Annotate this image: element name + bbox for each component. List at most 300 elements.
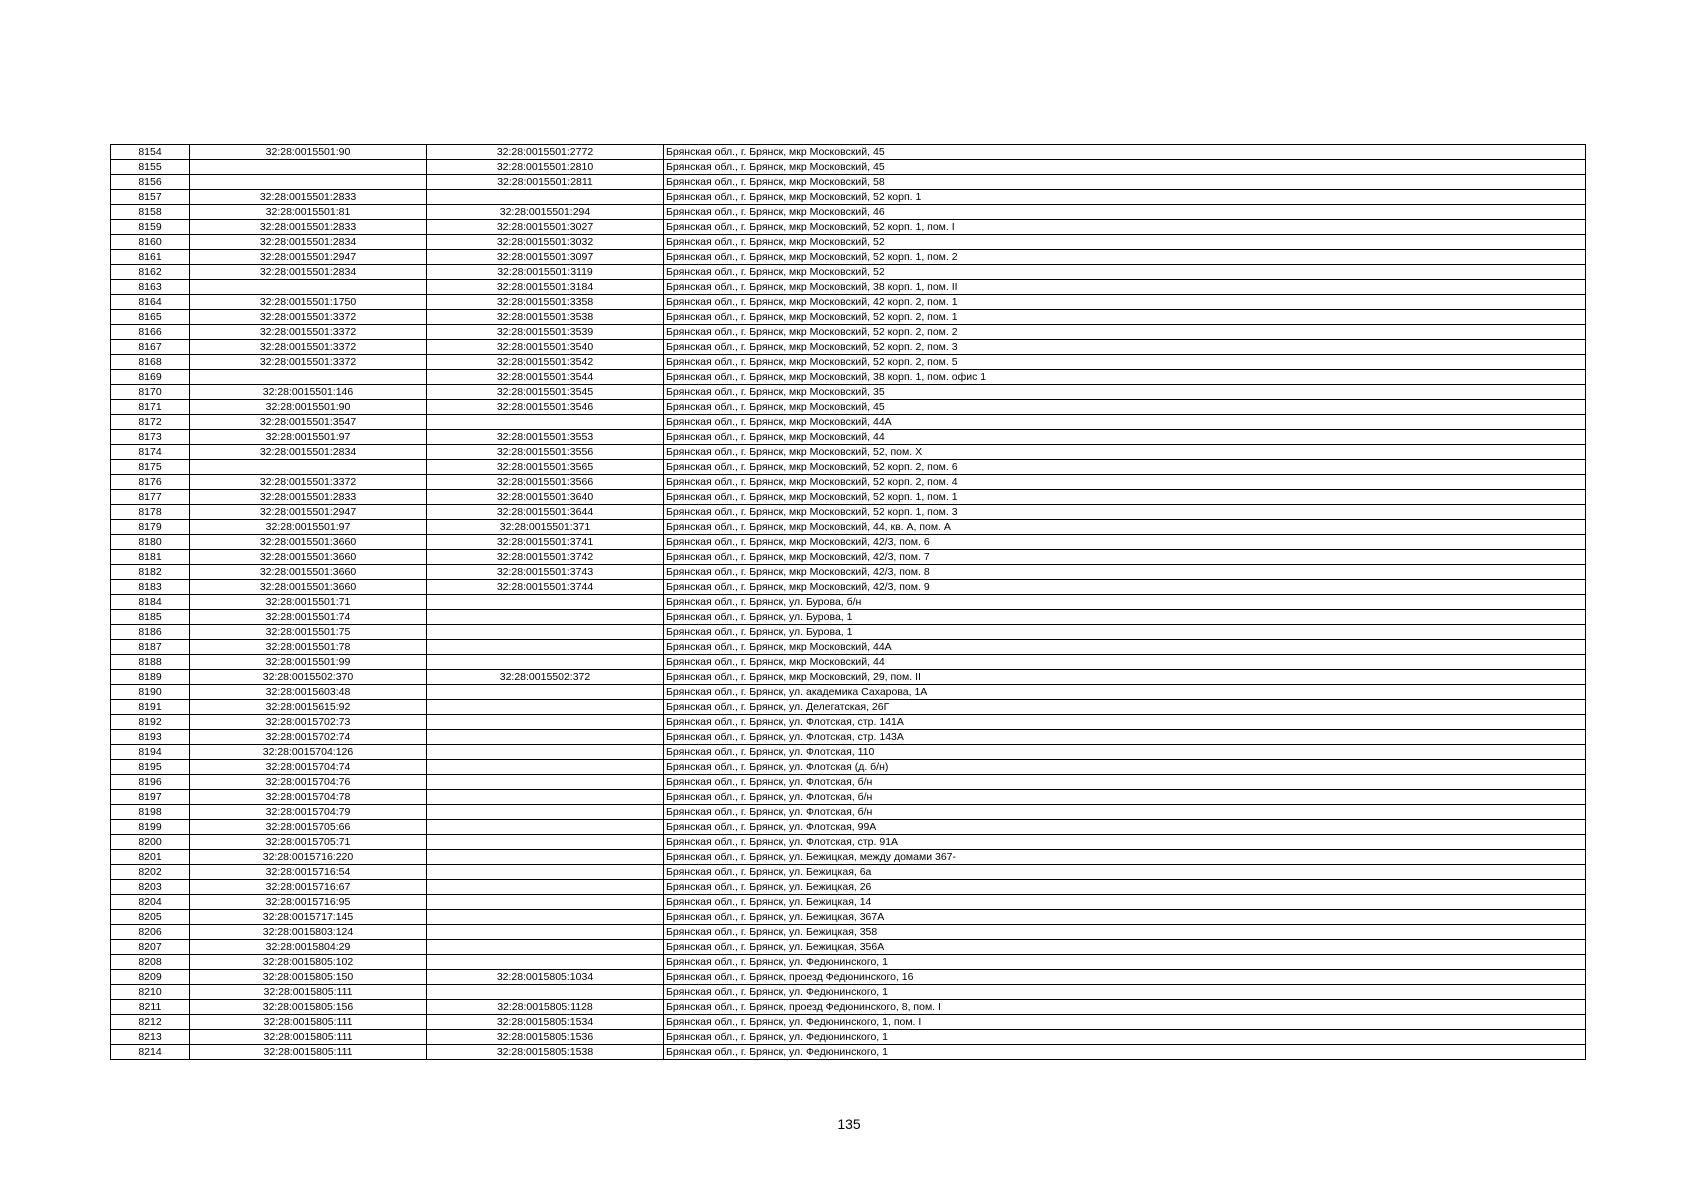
table-row: [111, 910, 1586, 925]
row-number-cell: 8199: [111, 820, 190, 835]
object-number-cell: 32:28:0015501:3544: [427, 370, 664, 385]
object-number-cell: [427, 640, 664, 655]
address-cell: Брянская обл., г. Брянск, ул. Флотская, б/н: [664, 775, 1586, 790]
table-row: [111, 970, 1586, 985]
table-row: [111, 760, 1586, 775]
object-number-cell: 32:28:0015501:3640: [427, 490, 664, 505]
parcel-number-cell: 32:28:0015805:111: [190, 985, 427, 1000]
table-row: [111, 1030, 1586, 1045]
address-cell: Брянская обл., г. Брянск, мкр Московский, 52 корп. 2, пом. 4: [664, 475, 1586, 490]
table-row: [111, 715, 1586, 730]
object-number-cell: 32:28:0015501:3027: [427, 220, 664, 235]
row-number-cell: 8188: [111, 655, 190, 670]
address-cell: Брянская обл., г. Брянск, мкр Московский, 52 корп. 2, пом. 1: [664, 310, 1586, 325]
row-number-cell: 8201: [111, 850, 190, 865]
object-number-cell: [427, 790, 664, 805]
row-number-cell: 8157: [111, 190, 190, 205]
object-number-cell: [427, 985, 664, 1000]
address-cell: Брянская обл., г. Брянск, ул. Флотская (д. б/н): [664, 760, 1586, 775]
object-number-cell: [427, 940, 664, 955]
parcel-number-cell: [190, 460, 427, 475]
parcel-number-cell: 32:28:0015705:71: [190, 835, 427, 850]
address-cell: Брянская обл., г. Брянск, ул. Бежицкая, 6а: [664, 865, 1586, 880]
object-number-cell: [427, 700, 664, 715]
row-number-cell: 8210: [111, 985, 190, 1000]
row-number-cell: 8189: [111, 670, 190, 685]
parcel-number-cell: 32:28:0015501:97: [190, 430, 427, 445]
address-cell: Брянская обл., г. Брянск, ул. Федюнинского, 1: [664, 955, 1586, 970]
parcel-number-cell: 32:28:0015501:2834: [190, 235, 427, 250]
address-cell: Брянская обл., г. Брянск, мкр Московский, 44, кв. А, пом. А: [664, 520, 1586, 535]
object-number-cell: [427, 610, 664, 625]
table-row: [111, 340, 1586, 355]
table-row: [111, 160, 1586, 175]
parcel-number-cell: 32:28:0015501:2947: [190, 250, 427, 265]
row-number-cell: 8168: [111, 355, 190, 370]
table-row: [111, 325, 1586, 340]
parcel-number-cell: 32:28:0015716:95: [190, 895, 427, 910]
parcel-number-cell: 32:28:0015501:81: [190, 205, 427, 220]
row-number-cell: 8164: [111, 295, 190, 310]
parcel-number-cell: 32:28:0015805:111: [190, 1030, 427, 1045]
address-cell: Брянская обл., г. Брянск, ул. Флотская, стр. 143А: [664, 730, 1586, 745]
row-number-cell: 8177: [111, 490, 190, 505]
table-body: [111, 145, 1586, 1060]
address-cell: Брянская обл., г. Брянск, ул. Федюнинского, 1: [664, 1045, 1586, 1060]
row-number-cell: 8181: [111, 550, 190, 565]
row-number-cell: 8166: [111, 325, 190, 340]
object-number-cell: [427, 835, 664, 850]
object-number-cell: [427, 415, 664, 430]
table-row: [111, 670, 1586, 685]
object-number-cell: [427, 625, 664, 640]
table-row: [111, 805, 1586, 820]
address-cell: Брянская обл., г. Брянск, ул. Флотская, б/н: [664, 790, 1586, 805]
address-cell: Брянская обл., г. Брянск, мкр Московский, 42/3, пом. 6: [664, 535, 1586, 550]
parcel-number-cell: 32:28:0015704:78: [190, 790, 427, 805]
object-number-cell: 32:28:0015501:2811: [427, 175, 664, 190]
row-number-cell: 8185: [111, 610, 190, 625]
table-row: [111, 460, 1586, 475]
row-number-cell: 8195: [111, 760, 190, 775]
object-number-cell: [427, 925, 664, 940]
object-number-cell: 32:28:0015501:3556: [427, 445, 664, 460]
parcel-number-cell: 32:28:0015501:146: [190, 385, 427, 400]
parcel-number-cell: 32:28:0015805:156: [190, 1000, 427, 1015]
row-number-cell: 8174: [111, 445, 190, 460]
parcel-number-cell: 32:28:0015501:3660: [190, 565, 427, 580]
row-number-cell: 8191: [111, 700, 190, 715]
parcel-number-cell: 32:28:0015501:3660: [190, 535, 427, 550]
parcel-number-cell: 32:28:0015501:2834: [190, 445, 427, 460]
table-row: [111, 280, 1586, 295]
address-cell: Брянская обл., г. Брянск, ул. Бежицкая, 356А: [664, 940, 1586, 955]
row-number-cell: 8155: [111, 160, 190, 175]
row-number-cell: 8184: [111, 595, 190, 610]
row-number-cell: 8200: [111, 835, 190, 850]
table-row: [111, 955, 1586, 970]
row-number-cell: 8198: [111, 805, 190, 820]
object-number-cell: [427, 745, 664, 760]
object-number-cell: [427, 955, 664, 970]
table-row: [111, 775, 1586, 790]
table-row: [111, 880, 1586, 895]
address-cell: Брянская обл., г. Брянск, ул. Флотская, 99А: [664, 820, 1586, 835]
object-number-cell: [427, 655, 664, 670]
address-cell: Брянская обл., г. Брянск, мкр Московский, 29, пом. II: [664, 670, 1586, 685]
table-row: [111, 475, 1586, 490]
table-row: [111, 1045, 1586, 1060]
parcel-number-cell: 32:28:0015501:3372: [190, 325, 427, 340]
row-number-cell: 8179: [111, 520, 190, 535]
address-cell: Брянская обл., г. Брянск, мкр Московский, 46: [664, 205, 1586, 220]
parcel-number-cell: 32:28:0015501:2833: [190, 220, 427, 235]
address-cell: Брянская обл., г. Брянск, мкр Московский, 52 корп. 2, пом. 5: [664, 355, 1586, 370]
table-row: [111, 790, 1586, 805]
row-number-cell: 8214: [111, 1045, 190, 1060]
row-number-cell: 8159: [111, 220, 190, 235]
table-row: [111, 745, 1586, 760]
row-number-cell: 8208: [111, 955, 190, 970]
address-cell: Брянская обл., г. Брянск, мкр Московский, 45: [664, 145, 1586, 160]
parcel-number-cell: [190, 370, 427, 385]
row-number-cell: 8178: [111, 505, 190, 520]
object-number-cell: 32:28:0015501:294: [427, 205, 664, 220]
row-number-cell: 8171: [111, 400, 190, 415]
parcel-number-cell: 32:28:0015615:92: [190, 700, 427, 715]
address-cell: Брянская обл., г. Брянск, ул. Бежицкая, 367А: [664, 910, 1586, 925]
parcel-number-cell: 32:28:0015716:67: [190, 880, 427, 895]
table-row: [111, 385, 1586, 400]
parcel-number-cell: 32:28:0015702:74: [190, 730, 427, 745]
table-row: [111, 820, 1586, 835]
row-number-cell: 8212: [111, 1015, 190, 1030]
parcel-number-cell: 32:28:0015501:1750: [190, 295, 427, 310]
row-number-cell: 8175: [111, 460, 190, 475]
object-number-cell: 32:28:0015501:3358: [427, 295, 664, 310]
cadastral-table: [110, 144, 1586, 1060]
parcel-number-cell: [190, 280, 427, 295]
row-number-cell: 8207: [111, 940, 190, 955]
table-row: [111, 490, 1586, 505]
parcel-number-cell: 32:28:0015501:2833: [190, 190, 427, 205]
parcel-number-cell: 32:28:0015704:76: [190, 775, 427, 790]
parcel-number-cell: 32:28:0015805:111: [190, 1015, 427, 1030]
address-cell: Брянская обл., г. Брянск, мкр Московский, 45: [664, 400, 1586, 415]
object-number-cell: 32:28:0015501:3546: [427, 400, 664, 415]
parcel-number-cell: 32:28:0015501:3372: [190, 310, 427, 325]
row-number-cell: 8162: [111, 265, 190, 280]
row-number-cell: 8196: [111, 775, 190, 790]
parcel-number-cell: [190, 175, 427, 190]
table-row: [111, 610, 1586, 625]
address-cell: Брянская обл., г. Брянск, мкр Московский, 52: [664, 235, 1586, 250]
row-number-cell: 8192: [111, 715, 190, 730]
address-cell: Брянская обл., г. Брянск, мкр Московский, 52 корп. 1, пом. 3: [664, 505, 1586, 520]
row-number-cell: 8197: [111, 790, 190, 805]
object-number-cell: 32:28:0015805:1034: [427, 970, 664, 985]
parcel-number-cell: 32:28:0015704:126: [190, 745, 427, 760]
row-number-cell: 8209: [111, 970, 190, 985]
row-number-cell: 8167: [111, 340, 190, 355]
address-cell: Брянская обл., г. Брянск, мкр Московский, 52 корп. 2, пом. 2: [664, 325, 1586, 340]
object-number-cell: 32:28:0015501:3032: [427, 235, 664, 250]
object-number-cell: 32:28:0015501:3542: [427, 355, 664, 370]
parcel-number-cell: 32:28:0015501:2947: [190, 505, 427, 520]
address-cell: Брянская обл., г. Брянск, ул. Бежицкая, 358: [664, 925, 1586, 940]
row-number-cell: 8202: [111, 865, 190, 880]
object-number-cell: 32:28:0015501:3744: [427, 580, 664, 595]
address-cell: Брянская обл., г. Брянск, мкр Московский, 42/3, пом. 8: [664, 565, 1586, 580]
parcel-number-cell: 32:28:0015501:97: [190, 520, 427, 535]
table-row: [111, 640, 1586, 655]
table-row: [111, 205, 1586, 220]
address-cell: Брянская обл., г. Брянск, проезд Федюнинского, 8, пом. I: [664, 1000, 1586, 1015]
address-cell: Брянская обл., г. Брянск, ул. Бежицкая, 14: [664, 895, 1586, 910]
table-row: [111, 565, 1586, 580]
parcel-number-cell: 32:28:0015501:3372: [190, 475, 427, 490]
parcel-number-cell: 32:28:0015501:3660: [190, 550, 427, 565]
parcel-number-cell: 32:28:0015501:90: [190, 400, 427, 415]
address-cell: Брянская обл., г. Брянск, мкр Московский, 52, пом. X: [664, 445, 1586, 460]
table-row: [111, 445, 1586, 460]
parcel-number-cell: 32:28:0015716:54: [190, 865, 427, 880]
table-row: [111, 220, 1586, 235]
object-number-cell: 32:28:0015501:3539: [427, 325, 664, 340]
object-number-cell: 32:28:0015501:3538: [427, 310, 664, 325]
address-cell: Брянская обл., г. Брянск, мкр Московский, 42 корп. 2, пом. 1: [664, 295, 1586, 310]
table-row: [111, 370, 1586, 385]
row-number-cell: 8180: [111, 535, 190, 550]
object-number-cell: 32:28:0015501:3119: [427, 265, 664, 280]
object-number-cell: 32:28:0015501:2772: [427, 145, 664, 160]
object-number-cell: 32:28:0015502:372: [427, 670, 664, 685]
table-row: [111, 430, 1586, 445]
table-row: [111, 850, 1586, 865]
row-number-cell: 8190: [111, 685, 190, 700]
address-cell: Брянская обл., г. Брянск, проезд Федюнинского, 16: [664, 970, 1586, 985]
object-number-cell: 32:28:0015805:1128: [427, 1000, 664, 1015]
row-number-cell: 8173: [111, 430, 190, 445]
object-number-cell: 32:28:0015805:1536: [427, 1030, 664, 1045]
address-cell: Брянская обл., г. Брянск, мкр Московский, 52 корп. 1, пом. 1: [664, 490, 1586, 505]
object-number-cell: 32:28:0015501:3545: [427, 385, 664, 400]
table-row: [111, 865, 1586, 880]
table-row: [111, 1000, 1586, 1015]
parcel-number-cell: 32:28:0015502:370: [190, 670, 427, 685]
address-cell: Брянская обл., г. Брянск, ул. Бежицкая, между домами 367-: [664, 850, 1586, 865]
address-cell: Брянская обл., г. Брянск, мкр Московский, 35: [664, 385, 1586, 400]
table-row: [111, 505, 1586, 520]
parcel-number-cell: 32:28:0015716:220: [190, 850, 427, 865]
object-number-cell: [427, 910, 664, 925]
table-row: [111, 550, 1586, 565]
address-cell: Брянская обл., г. Брянск, мкр Московский, 44А: [664, 415, 1586, 430]
address-cell: Брянская обл., г. Брянск, мкр Московский, 52 корп. 2, пом. 3: [664, 340, 1586, 355]
object-number-cell: [427, 190, 664, 205]
object-number-cell: 32:28:0015805:1534: [427, 1015, 664, 1030]
address-cell: Брянская обл., г. Брянск, мкр Московский, 52 корп. 1: [664, 190, 1586, 205]
row-number-cell: 8211: [111, 1000, 190, 1015]
table-row: [111, 580, 1586, 595]
table-row: [111, 925, 1586, 940]
object-number-cell: [427, 775, 664, 790]
object-number-cell: 32:28:0015501:2810: [427, 160, 664, 175]
table-row: [111, 985, 1586, 1000]
table-row: [111, 310, 1586, 325]
parcel-number-cell: 32:28:0015704:79: [190, 805, 427, 820]
table-row: [111, 700, 1586, 715]
table-row: [111, 295, 1586, 310]
address-cell: Брянская обл., г. Брянск, мкр Московский, 44: [664, 655, 1586, 670]
row-number-cell: 8186: [111, 625, 190, 640]
object-number-cell: [427, 880, 664, 895]
object-number-cell: 32:28:0015501:3565: [427, 460, 664, 475]
object-number-cell: 32:28:0015501:3743: [427, 565, 664, 580]
parcel-number-cell: 32:28:0015702:73: [190, 715, 427, 730]
parcel-number-cell: 32:28:0015705:66: [190, 820, 427, 835]
parcel-number-cell: 32:28:0015501:75: [190, 625, 427, 640]
row-number-cell: 8156: [111, 175, 190, 190]
row-number-cell: 8187: [111, 640, 190, 655]
table-row: [111, 250, 1586, 265]
table-row: [111, 835, 1586, 850]
address-cell: Брянская обл., г. Брянск, ул. Флотская, стр. 141А: [664, 715, 1586, 730]
row-number-cell: 8193: [111, 730, 190, 745]
address-cell: Брянская обл., г. Брянск, ул. Делегатская, 26Г: [664, 700, 1586, 715]
parcel-number-cell: 32:28:0015501:3372: [190, 355, 427, 370]
table-row: [111, 520, 1586, 535]
object-number-cell: 32:28:0015501:3566: [427, 475, 664, 490]
object-number-cell: 32:28:0015501:3742: [427, 550, 664, 565]
address-cell: Брянская обл., г. Брянск, мкр Московский, 44: [664, 430, 1586, 445]
address-cell: Брянская обл., г. Брянск, ул. Бурова, б/н: [664, 595, 1586, 610]
object-number-cell: [427, 595, 664, 610]
object-number-cell: [427, 805, 664, 820]
page-number: 135: [837, 1116, 861, 1132]
parcel-number-cell: 32:28:0015805:150: [190, 970, 427, 985]
address-cell: Брянская обл., г. Брянск, ул. Флотская, 110: [664, 745, 1586, 760]
address-cell: Брянская обл., г. Брянск, мкр Московский, 42/3, пом. 9: [664, 580, 1586, 595]
address-cell: Брянская обл., г. Брянск, мкр Московский, 52 корп. 2, пом. 6: [664, 460, 1586, 475]
row-number-cell: 8163: [111, 280, 190, 295]
table-row: [111, 355, 1586, 370]
address-cell: Брянская обл., г. Брянск, ул. академика Сахарова, 1А: [664, 685, 1586, 700]
object-number-cell: 32:28:0015805:1538: [427, 1045, 664, 1060]
table-row: [111, 940, 1586, 955]
parcel-number-cell: 32:28:0015805:102: [190, 955, 427, 970]
address-cell: Брянская обл., г. Брянск, ул. Бежицкая, 26: [664, 880, 1586, 895]
parcel-number-cell: 32:28:0015501:3547: [190, 415, 427, 430]
parcel-number-cell: 32:28:0015501:74: [190, 610, 427, 625]
object-number-cell: [427, 820, 664, 835]
object-number-cell: 32:28:0015501:3097: [427, 250, 664, 265]
row-number-cell: 8165: [111, 310, 190, 325]
object-number-cell: [427, 760, 664, 775]
object-number-cell: 32:28:0015501:3644: [427, 505, 664, 520]
object-number-cell: 32:28:0015501:371: [427, 520, 664, 535]
parcel-number-cell: 32:28:0015501:2834: [190, 265, 427, 280]
object-number-cell: [427, 730, 664, 745]
table-row: [111, 625, 1586, 640]
table-row: [111, 265, 1586, 280]
address-cell: Брянская обл., г. Брянск, ул. Бурова, 1: [664, 610, 1586, 625]
parcel-number-cell: 32:28:0015501:78: [190, 640, 427, 655]
row-number-cell: 8205: [111, 910, 190, 925]
object-number-cell: 32:28:0015501:3553: [427, 430, 664, 445]
table-row: [111, 895, 1586, 910]
address-cell: Брянская обл., г. Брянск, мкр Московский, 38 корп. 1, пом. офис 1: [664, 370, 1586, 385]
parcel-number-cell: 32:28:0015501:3660: [190, 580, 427, 595]
address-cell: Брянская обл., г. Брянск, мкр Московский, 42/3, пом. 7: [664, 550, 1586, 565]
table-row: [111, 1015, 1586, 1030]
address-cell: Брянская обл., г. Брянск, ул. Федюнинского, 1, пом. I: [664, 1015, 1586, 1030]
address-cell: Брянская обл., г. Брянск, ул. Флотская, б/н: [664, 805, 1586, 820]
object-number-cell: [427, 865, 664, 880]
table-row: [111, 235, 1586, 250]
object-number-cell: 32:28:0015501:3184: [427, 280, 664, 295]
row-number-cell: 8194: [111, 745, 190, 760]
row-number-cell: 8172: [111, 415, 190, 430]
address-cell: Брянская обл., г. Брянск, ул. Федюнинского, 1: [664, 1030, 1586, 1045]
address-cell: Брянская обл., г. Брянск, ул. Бурова, 1: [664, 625, 1586, 640]
object-number-cell: 32:28:0015501:3540: [427, 340, 664, 355]
row-number-cell: 8203: [111, 880, 190, 895]
object-number-cell: [427, 715, 664, 730]
table-row: [111, 685, 1586, 700]
parcel-number-cell: 32:28:0015501:90: [190, 145, 427, 160]
row-number-cell: 8158: [111, 205, 190, 220]
row-number-cell: 8183: [111, 580, 190, 595]
table-row: [111, 730, 1586, 745]
table-row: [111, 415, 1586, 430]
address-cell: Брянская обл., г. Брянск, мкр Московский, 38 корп. 1, пом. II: [664, 280, 1586, 295]
address-cell: Брянская обл., г. Брянск, мкр Московский, 44А: [664, 640, 1586, 655]
row-number-cell: 8204: [111, 895, 190, 910]
parcel-number-cell: 32:28:0015603:48: [190, 685, 427, 700]
parcel-number-cell: 32:28:0015803:124: [190, 925, 427, 940]
row-number-cell: 8169: [111, 370, 190, 385]
parcel-number-cell: 32:28:0015501:99: [190, 655, 427, 670]
parcel-number-cell: 32:28:0015501:3372: [190, 340, 427, 355]
row-number-cell: 8213: [111, 1030, 190, 1045]
parcel-number-cell: 32:28:0015501:2833: [190, 490, 427, 505]
row-number-cell: 8176: [111, 475, 190, 490]
row-number-cell: 8206: [111, 925, 190, 940]
table-row: [111, 190, 1586, 205]
address-cell: Брянская обл., г. Брянск, мкр Московский, 52 корп. 1, пом. 2: [664, 250, 1586, 265]
object-number-cell: 32:28:0015501:3741: [427, 535, 664, 550]
address-cell: Брянская обл., г. Брянск, мкр Московский, 52: [664, 265, 1586, 280]
object-number-cell: [427, 685, 664, 700]
row-number-cell: 8161: [111, 250, 190, 265]
address-cell: Брянская обл., г. Брянск, мкр Московский, 45: [664, 160, 1586, 175]
parcel-number-cell: [190, 160, 427, 175]
parcel-number-cell: 32:28:0015805:111: [190, 1045, 427, 1060]
parcel-number-cell: 32:28:0015501:71: [190, 595, 427, 610]
row-number-cell: 8154: [111, 145, 190, 160]
table-row: [111, 535, 1586, 550]
object-number-cell: [427, 850, 664, 865]
table-row: [111, 655, 1586, 670]
row-number-cell: 8160: [111, 235, 190, 250]
table-row: [111, 595, 1586, 610]
row-number-cell: 8170: [111, 385, 190, 400]
table-row: [111, 175, 1586, 190]
address-cell: Брянская обл., г. Брянск, мкр Московский, 58: [664, 175, 1586, 190]
parcel-number-cell: 32:28:0015704:74: [190, 760, 427, 775]
object-number-cell: [427, 895, 664, 910]
